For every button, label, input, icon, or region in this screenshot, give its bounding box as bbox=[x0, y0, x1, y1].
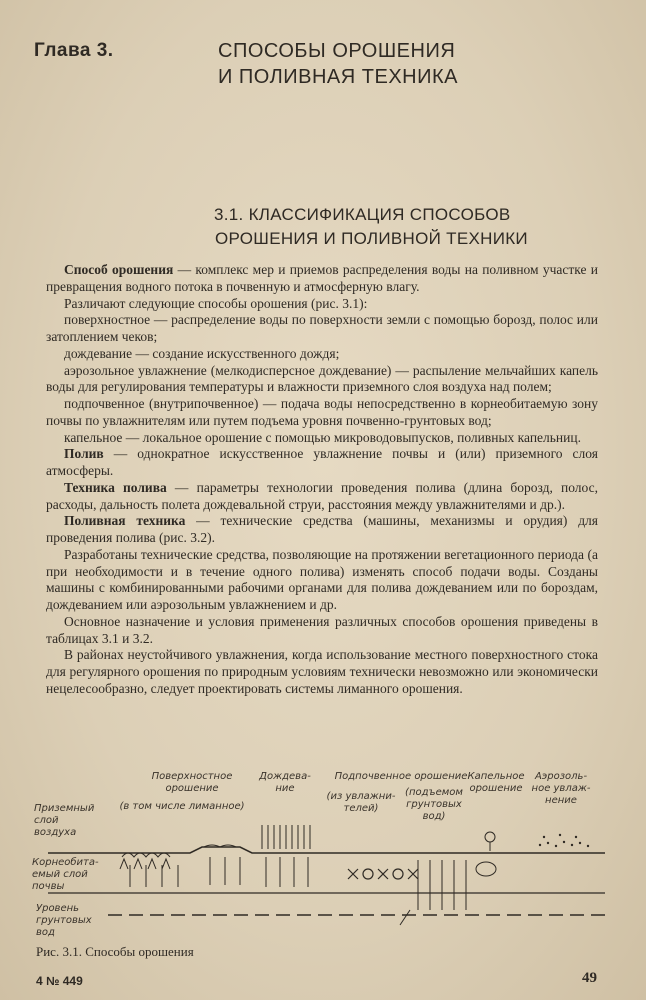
paragraph: Разработаны технические средства, позволяющие на протяжении вегетационного периода (а при необходимости и в течение одного полива) изменять способ подачи воды. Созданы машины с комбинированными рабочими органами для полива дождеванием или по бороздам, дождеванием или аэрозольным увлажнением и др. bbox=[46, 546, 598, 612]
printer-signature: 4 № 449 bbox=[36, 974, 83, 988]
label-drip-line-2: орошение bbox=[469, 783, 523, 794]
label-subsoil-part-2: орошение bbox=[414, 771, 468, 782]
label-subsoil bbox=[326, 771, 476, 783]
label-subsoil-humidifiers-line-2: телей) bbox=[343, 803, 379, 814]
term-method: Способ орошения bbox=[64, 262, 174, 277]
paragraph-definition-technique bbox=[46, 480, 598, 514]
term-watering: Полив bbox=[64, 446, 104, 462]
label-surface-line-2: орошение bbox=[165, 783, 219, 794]
label-root-layer-line-2: емый слой bbox=[32, 869, 88, 880]
label-air-layer-line-2: слой bbox=[34, 815, 59, 826]
label-air-layer-line-3: воздуха bbox=[34, 827, 77, 838]
term-equipment: Поливная техника bbox=[64, 513, 186, 529]
label-subsoil-humidifiers-line-1: (из увлажни- bbox=[326, 791, 396, 802]
label-surface-liman: (в том числе лиманное) bbox=[119, 801, 245, 812]
drip-emitter bbox=[476, 832, 496, 876]
label-subsoil-humidifiers bbox=[326, 791, 396, 815]
paragraph: капельное — локальное орошение с помощью микроводовыпусков, поливных капельниц. bbox=[64, 429, 581, 445]
label-drip bbox=[460, 771, 532, 795]
aerosol-mist bbox=[539, 834, 589, 847]
label-surface-line-1: Поверхностное bbox=[151, 771, 233, 782]
chapter-title-line-2: И ПОЛИВНАЯ ТЕХНИКА bbox=[218, 66, 458, 88]
label-subsoil-part-1: Подпочвенное bbox=[334, 771, 412, 782]
label-root-layer-line-1: Корнеобита- bbox=[32, 857, 99, 868]
body-text bbox=[46, 262, 598, 698]
figure-irrigation-methods bbox=[30, 765, 620, 945]
soil-surface-line bbox=[48, 847, 605, 853]
chapter-title-line-1: СПОСОБЫ ОРОШЕНИЯ bbox=[218, 40, 456, 62]
paragraph-text: — комплекс мер и приемов распределения воды на поливном участке и превращения водного потока в почвенную и атмосферную влагу. bbox=[46, 262, 598, 294]
paragraph: аэрозольное увлажнение (мелкодисперсное дождевание) — распыление мельчайших капель воды для регулирования температуры и влажности приземного слоя воздуха над полем; bbox=[46, 362, 598, 395]
label-root-layer bbox=[32, 857, 102, 893]
label-aerosol-line-1: Аэрозоль- bbox=[534, 771, 588, 782]
section-title-line-1: 3.1. КЛАССИФИКАЦИЯ СПОСОБОВ bbox=[214, 205, 511, 224]
chapter-title bbox=[218, 38, 458, 90]
label-sprinkling-line-2: ние bbox=[275, 783, 295, 794]
paragraph: Различают следующие способы орошения (рис. 3.1): bbox=[64, 295, 368, 311]
page-number: 49 bbox=[582, 970, 597, 986]
paragraph-text: — параметры технологии проведения полива (длина борозд, полос, расходы, дальность полета дождевальной струи, расстояния между увлажнителями и др.). bbox=[46, 479, 598, 512]
paragraph: Основное назначение и условия применения различных способов орошения приведены в таблицах 3.1 и 3.2. bbox=[46, 613, 598, 646]
section-title bbox=[214, 203, 528, 251]
rain-drops bbox=[262, 825, 310, 887]
label-subsoil-groundwater-line-3: вод) bbox=[422, 811, 446, 822]
label-groundwater bbox=[36, 903, 96, 939]
paragraph: подпочвенное (внутрипочвенное) — подача воды непосредственно в корнеобитаемую зону почвы по увлажнителям или путем подъема уровня почвенно-грунтовых вод; bbox=[46, 396, 598, 428]
paragraph-text: — однократное искусственное увлажнение почвы и (или) приземного слоя атмосферы. bbox=[46, 446, 598, 478]
paragraph: поверхностное — распределение воды по поверхности земли с помощью борозд, полос или затоплением чеков; bbox=[46, 312, 598, 344]
subsoil-humidifiers bbox=[348, 869, 418, 879]
label-groundwater-line-1: Уровень bbox=[36, 903, 80, 914]
paragraph: В районах неустойчивого увлажнения, когда использование местного поверхностного стока для регулярного орошения по природным условиям технически невозможно или экономически нецелесообразно, следует проектировать системы лиманного орошения. bbox=[46, 647, 598, 696]
label-air-layer-line-1: Приземный bbox=[34, 803, 95, 814]
label-surface bbox=[142, 771, 242, 795]
label-subsoil-groundwater bbox=[402, 787, 466, 823]
label-groundwater-line-3: вод bbox=[36, 927, 55, 938]
paragraph-definition-equipment bbox=[46, 513, 598, 547]
label-aerosol-line-2: ное увлаж- bbox=[531, 783, 591, 794]
paragraph: дождевание — создание искусственного дождя; bbox=[64, 345, 340, 361]
term-technique: Техника полива bbox=[64, 479, 167, 495]
label-drip-line-1: Капельное bbox=[467, 771, 525, 782]
chapter-label: Глава 3. bbox=[34, 40, 114, 61]
label-subsoil-groundwater-line-1: (подъемом bbox=[405, 787, 463, 798]
label-aerosol bbox=[526, 771, 596, 807]
label-groundwater-line-2: грунтовых bbox=[36, 915, 92, 926]
furrow-water bbox=[120, 853, 178, 887]
label-root-layer-line-3: почвы bbox=[32, 881, 65, 892]
label-aerosol-line-3: нение bbox=[545, 795, 577, 806]
paragraph-text: — технические средства (машины, механизмы и орудия) для проведения полива (рис. 3.2). bbox=[46, 513, 599, 545]
label-sprinkling bbox=[255, 771, 315, 795]
figure-caption: Рис. 3.1. Способы орошения bbox=[36, 944, 194, 959]
section-title-line-2: ОРОШЕНИЯ И ПОЛИВНОЙ ТЕХНИКИ bbox=[215, 229, 528, 248]
paragraph-definition-watering bbox=[46, 446, 598, 480]
label-subsoil-groundwater-line-2: грунтовых bbox=[406, 799, 462, 810]
infiltration-arrows bbox=[210, 857, 240, 885]
label-sprinkling-line-1: Дождева- bbox=[259, 771, 311, 782]
paragraph-definition-method bbox=[46, 262, 598, 296]
label-air-layer bbox=[34, 803, 94, 839]
